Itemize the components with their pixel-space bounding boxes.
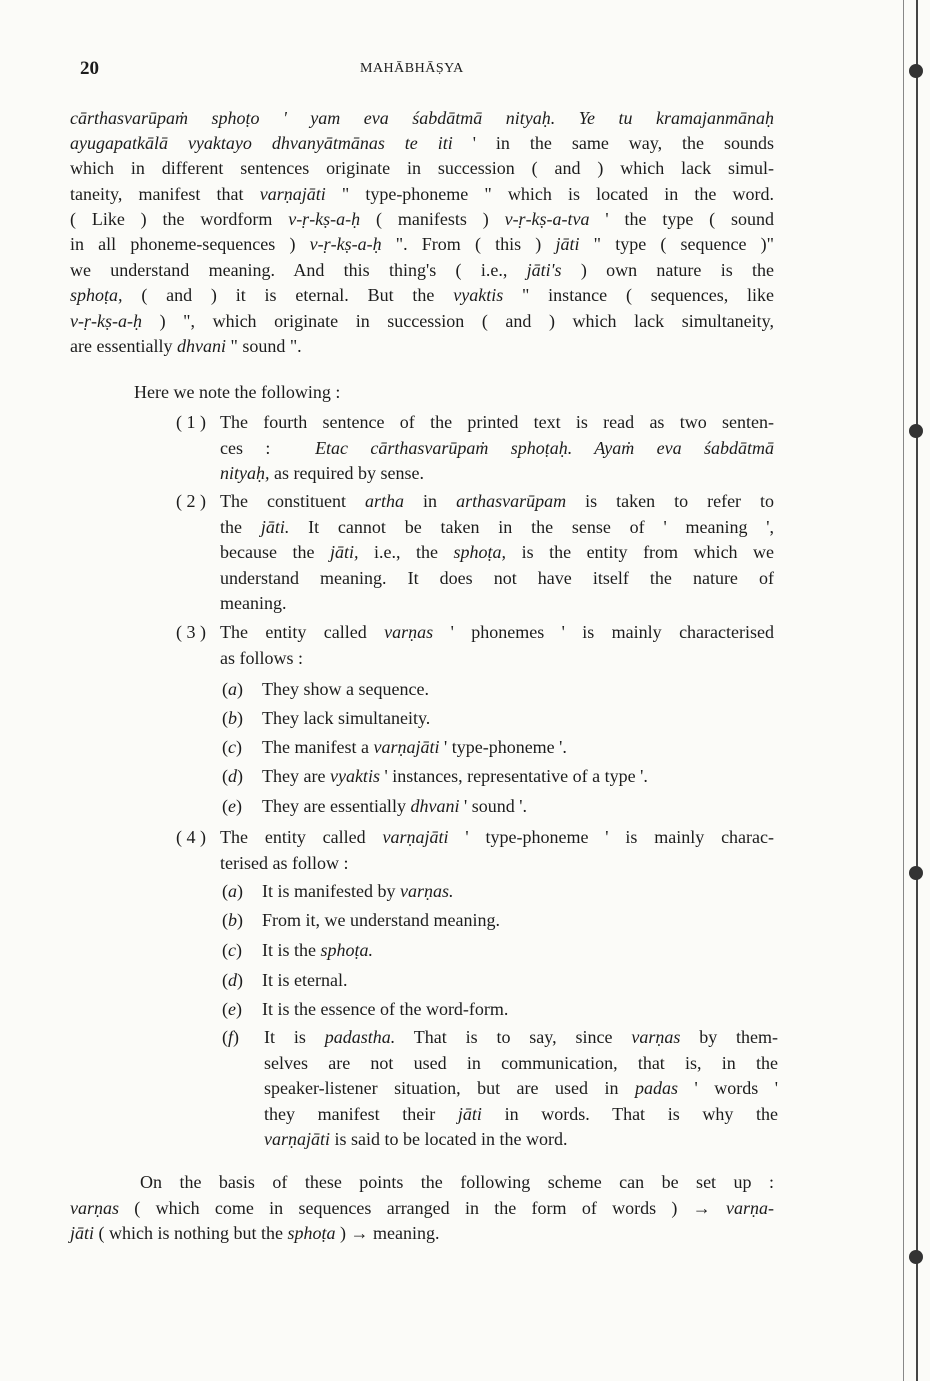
sub-label-wrap: (f) [222,1027,240,1047]
note-3-sub-d: (d) They are vyaktis ' instances, representative of a type '. [222,766,648,786]
text-span: It is [264,1027,306,1047]
sub-label: a [228,881,237,901]
sub-label: c [228,737,236,757]
text-span: jāti, [329,542,359,562]
text-span: padas [635,1078,679,1098]
text-span: taneity, manifest that [70,184,244,204]
text-span: meaning. [373,1223,440,1243]
text-span: meaning. [220,593,287,613]
text-line [220,489,774,515]
note-3-sub-b: (b) They lack simultaneity. [222,708,431,728]
text-span: It is eternal. [262,970,348,990]
sub-label: c [228,940,236,960]
text-span: they manifest their [264,1103,436,1124]
text-span: ' phonemes ' is mainly characterised [450,622,775,642]
text-span: ) ", which originate in succession ( and ) which lack simultaneity, [159,311,775,331]
text-span: speaker-listener situation, but are used in [264,1078,619,1098]
text-line [264,1102,778,1128]
text-span: as required by sense. [274,463,424,483]
text-span: varṇas. [399,881,454,901]
sub-label: a [228,679,237,699]
note-1 [176,410,774,487]
note-4-sub-a: (a) It is manifested by varṇas. [222,881,454,901]
text-span: They are essentially [262,796,406,816]
text-span: " type-phoneme " which is located in the word. [341,184,775,204]
text-span: ( manifests ) [376,209,489,229]
note-4-sub-e: (e) It is the essence of the word-form. [222,999,509,1019]
sub-label: d [228,970,237,990]
text-span: It is the [262,940,316,960]
text-line [264,1051,778,1077]
text-span: in words. That is why the [504,1103,779,1124]
note-3-sub-c: (c) The manifest a varṇajāti ' type-phoneme '. [222,737,567,757]
text-span: ayugapatkālā vyaktayo dhvanyātmānas te iti [70,133,453,153]
text-span: varṇajāti [264,1129,330,1149]
text-span: The entity called [220,827,366,847]
text-span: ' type-phoneme ' is mainly charac- [465,827,775,847]
text-span: by them- [699,1027,779,1047]
text-span: It is manifested by [262,881,396,901]
text-span: That is to say, since [413,1027,613,1047]
note-3-sub-a: (a) They show a sequence. [222,679,429,699]
running-head: MAHĀBHĀṢYA [360,61,464,76]
page-number: 20 [80,58,99,79]
text-span: ces : [220,437,271,458]
note-number: ( 4 ) [176,827,206,847]
text-span: as follows : [220,647,303,668]
text-line [220,851,774,877]
text-span: ( and ) it is eternal. But the [141,285,435,305]
text-span: ) [340,1223,347,1243]
text-span: ' in the same way, the sounds [472,133,775,153]
text-line [264,1076,778,1102]
text-line [220,566,774,592]
text-line [220,591,774,617]
text-span: v-ṛ-kṣ-a-ḥ [70,311,142,331]
text-line [220,540,774,566]
text-span: vyaktis [329,766,380,786]
text-span: ". From ( this ) [395,234,542,254]
sub-label: e [228,999,236,1019]
sub-label: b [228,910,237,930]
text-span: " type ( sequence )" [593,234,774,254]
sub-label: b [228,708,237,728]
note-number: ( 3 ) [176,622,206,642]
text-span: ' the type ( sound [605,209,775,229]
text-span: " instance ( sequences, like [522,285,775,305]
text-span: varṇas [70,1198,119,1218]
note-3 [176,620,775,671]
text-span: ' sound '. [463,796,527,816]
text-span: They lack simultaneity. [262,708,431,728]
text-span: sphoṭa. [320,940,374,960]
text-span: From it, we understand meaning. [262,910,500,930]
margin-mark [909,64,923,78]
text-span: are essentially [70,336,173,356]
text-span: artha [365,491,405,511]
notes-intro: Here we note the following : [134,382,341,402]
text-span: dhvani [410,796,460,816]
text-line [264,1127,778,1153]
arrow-icon: → [692,1198,711,1218]
margin-rule-thin [903,0,904,1381]
text-span: sphoṭa, [453,542,507,562]
text-line [220,515,774,541]
text-span: It is the essence of the word-form. [262,999,509,1019]
text-span: selves are not used in communication, that is, in the [264,1052,778,1073]
text-span: nityaḥ, [220,463,270,483]
text-span: arthasvarūpam [456,491,567,511]
text-span: because the [220,542,315,562]
note-4 [176,825,775,876]
text-span: ' type-phoneme '. [443,737,567,757]
text-span: in all phoneme-sequences ) [70,234,296,254]
text-span: jāti's [526,260,562,280]
arrow-icon: → [350,1223,369,1243]
margin-mark [909,866,923,880]
text-span: On the basis of these points the following scheme can be set up : [140,1172,774,1192]
note-3-sub-e: (e) They are essentially dhvani ' sound '. [222,796,527,816]
text-span: which in different sentences originate in succession ( and ) which lack simul- [70,158,774,178]
text-span: Etac cārthasvarūpaṁ sphoṭaḥ. Ayaṁ eva śabdātmā [315,437,774,458]
note-4-sub-c: (c) It is the sphoṭa. [222,940,374,960]
note-4-sub-b: (b) From it, we understand meaning. [222,910,500,930]
margin-mark [909,1250,923,1264]
margin-mark [909,424,923,438]
text-line [220,461,774,487]
text-span: v-ṛ-kṣ-a-ḥ [288,209,361,229]
text-span: we understand meaning. And this thing's ( i.e., [70,260,508,280]
text-span: They are [262,766,326,786]
text-span: varṇajāti [373,737,440,757]
text-span: v-ṛ-kṣ-a-ḥ [309,234,382,254]
text-span: " sound ". [230,336,302,356]
text-span: The constituent [220,491,346,511]
text-span: ' words ' [694,1078,779,1098]
text-span: sphoṭa, [70,285,123,305]
sub-label: f [228,1027,234,1047]
text-span: They show a sequence. [262,679,429,699]
text-span: It cannot be taken in the sense of ' meaning ', [308,516,775,537]
text-span: varṇajāti [382,827,449,847]
text-span: cārthasvarūpaṁ sphoṭo ' yam eva śabdātmā nityaḥ. [70,108,556,128]
text-span: ( Like ) the wordform [70,209,273,229]
text-line [220,620,774,646]
note-4-sub-d: (d) It is eternal. [222,970,348,990]
text-span: the [220,516,242,537]
text-line [220,436,774,462]
note-number: ( 2 ) [176,491,206,511]
text-span: terised as follow : [220,852,349,873]
text-span: varṇajāti [259,184,326,204]
text-span: understand meaning. It does not have itself the nature of [220,567,774,588]
text-span: ) own nature is the [580,260,775,280]
text-span: ( which come in sequences arranged in the form of words ) [134,1198,678,1218]
text-span: sphoṭa [287,1223,336,1243]
sub-label: d [228,766,237,786]
text-span: varṇas [384,622,434,642]
text-span: ' instances, representative of a type '. [384,766,648,786]
sub-label: e [228,796,236,816]
text-span: varṇa- [726,1198,774,1218]
text-span: The manifest a [262,737,369,757]
text-line [220,410,774,436]
text-span: varṇas [631,1027,681,1047]
text-span: jāti [457,1103,482,1124]
text-span: The fourth sentence of the printed text is read as two senten- [220,412,774,432]
text-span: jāti. [260,516,290,537]
note-number: ( 1 ) [176,412,206,432]
text-span: is the entity from which we [521,542,775,562]
note-4-sub-f [222,1025,779,1153]
text-line [264,1025,778,1051]
text-line [220,825,774,851]
text-span: padastha. [324,1027,396,1047]
text-line [220,646,774,672]
text-span: i.e., the [374,542,439,562]
note-2 [176,489,775,617]
margin-rule [916,0,918,1381]
text-span: The entity called [220,622,367,642]
text-span: jāti [70,1223,95,1243]
text-span: in [423,491,438,511]
text-span: is said to be located in the word. [334,1129,568,1149]
text-span: ( which is nothing but the [98,1223,283,1243]
text-span: is taken to refer to [585,491,775,511]
text-span: dhvani [176,336,226,356]
text-span: Ye tu kramajanmānaḥ [578,108,775,128]
text-span: jāti [555,234,580,254]
text-span: v-ṛ-kṣ-a-tva [504,209,590,229]
text-span: vyaktis [453,285,504,305]
